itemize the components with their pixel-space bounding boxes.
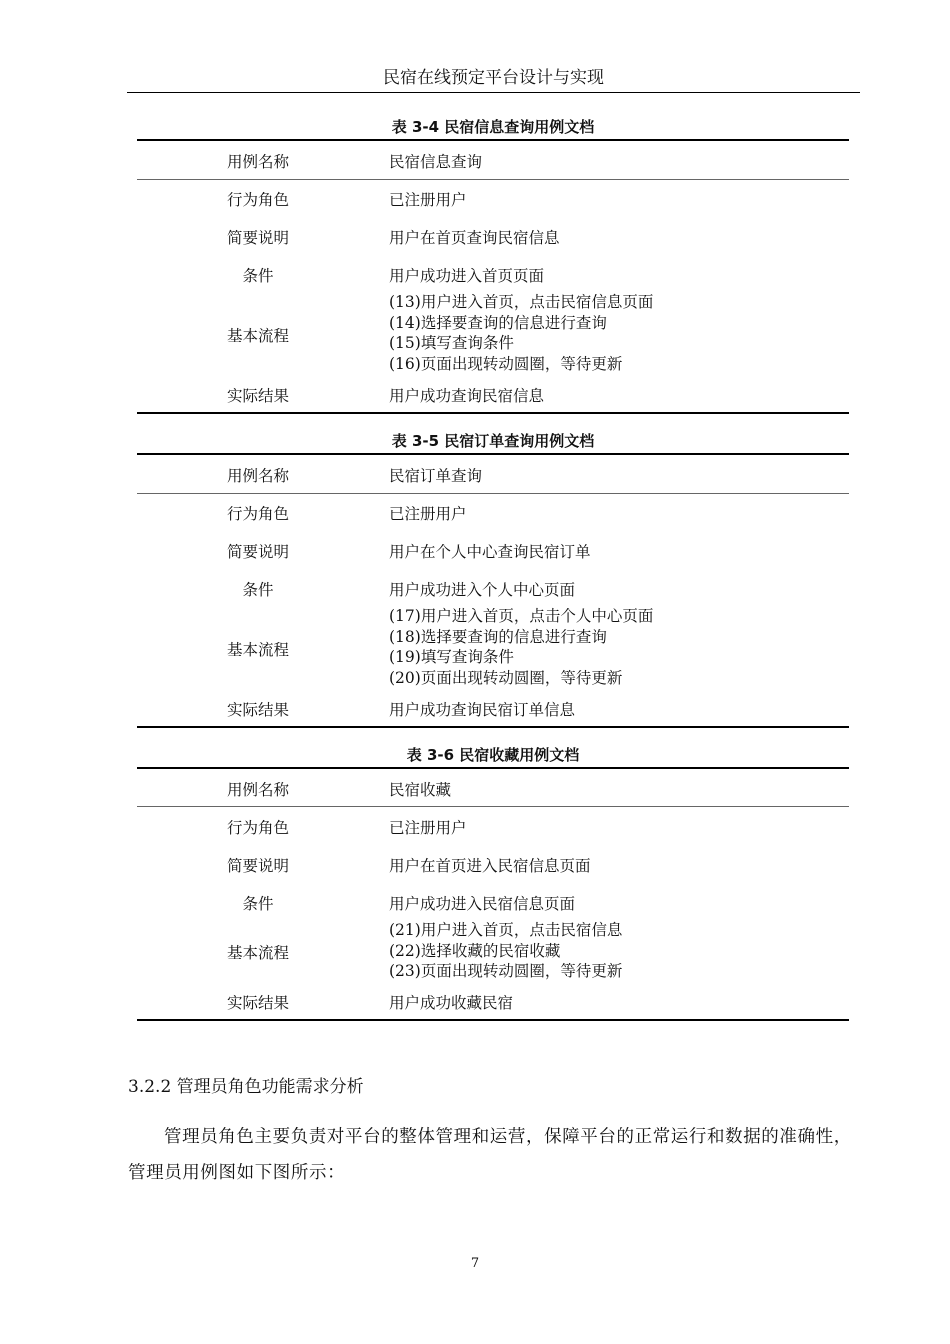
row-label-condition: 条件 (242, 581, 274, 599)
row-value-result: 用户成功查询民宿订单信息 (389, 701, 576, 719)
row-value-actor: 已注册用户 (389, 819, 467, 837)
page-header-title: 民宿在线预定平台设计与实现 (383, 68, 604, 88)
page-number: 7 (470, 1256, 480, 1271)
row-value-summary: 用户在个人中心查询民宿订单 (389, 543, 591, 561)
header-rule (127, 92, 860, 93)
body-paragraph: 管理员角色主要负责对平台的整体管理和运营，保障平台的正常运行和数据的准确性，管理员用例图如下图所示： (128, 1127, 852, 1183)
row-label-summary: 简要说明 (226, 857, 289, 875)
row-label-name: 用例名称 (226, 467, 289, 485)
row-label-summary: 简要说明 (226, 543, 289, 561)
table-header-rule (137, 493, 849, 494)
row-value-name: 民宿订单查询 (389, 467, 483, 485)
flow-step: (13)用户进入首页，点击民宿信息页面 (389, 293, 654, 311)
table-header-rule (137, 806, 849, 807)
table-top-rule (137, 453, 849, 455)
row-value-actor: 已注册用户 (389, 505, 467, 523)
row-label-flow: 基本流程 (226, 944, 289, 962)
row-label-condition: 条件 (242, 267, 274, 285)
flow-step: (22)选择收藏的民宿收藏 (389, 941, 561, 960)
row-value-name: 民宿信息查询 (389, 153, 483, 171)
section-number: 3.2.2 (128, 1077, 172, 1097)
row-value-result: 用户成功收藏民宿 (389, 994, 514, 1012)
row-value-flow (389, 920, 849, 982)
row-label-result: 实际结果 (226, 701, 289, 719)
row-value-condition: 用户成功进入首页页面 (389, 267, 545, 285)
flow-step: (14)选择要查询的信息进行查询 (389, 313, 607, 332)
table-header-rule (137, 179, 849, 180)
flow-step: (23)页面出现转动圆圈，等待更新 (389, 962, 623, 980)
row-value-result: 用户成功查询民宿信息 (389, 387, 545, 405)
row-value-summary: 用户在首页进入民宿信息页面 (389, 857, 591, 875)
row-value-flow (389, 606, 849, 688)
row-label-flow: 基本流程 (226, 327, 289, 345)
flow-step: (16)页面出现转动圆圈，等待更新 (389, 354, 623, 373)
row-value-condition: 用户成功进入民宿信息页面 (389, 895, 576, 913)
flow-step: (18)选择要查询的信息进行查询 (389, 627, 607, 646)
table-top-rule (137, 139, 849, 141)
row-label-flow: 基本流程 (226, 641, 289, 659)
table-bottom-rule (137, 1019, 849, 1021)
flow-step: (17)用户进入首页，点击个人中心页面 (389, 607, 654, 625)
section-heading (128, 1072, 364, 1097)
row-label-name: 用例名称 (226, 153, 289, 171)
row-label-summary: 简要说明 (226, 229, 289, 247)
row-value-summary: 用户在首页查询民宿信息 (389, 229, 560, 247)
row-label-condition: 条件 (242, 895, 274, 913)
table-top-rule (137, 767, 849, 769)
table-bottom-rule (137, 726, 849, 728)
row-label-actor: 行为角色 (226, 505, 289, 523)
row-value-condition: 用户成功进入个人中心页面 (389, 581, 576, 599)
row-value-name: 民宿收藏 (389, 781, 452, 799)
row-label-result: 实际结果 (226, 387, 289, 405)
row-label-name: 用例名称 (226, 781, 289, 799)
section-title: 管理员角色功能需求分析 (176, 1077, 364, 1097)
table-caption: 表 3-4 民宿信息查询用例文档 (391, 118, 595, 136)
row-label-result: 实际结果 (226, 994, 289, 1012)
table-bottom-rule (137, 412, 849, 414)
flow-step: (19)填写查询条件 (389, 648, 514, 666)
row-label-actor: 行为角色 (226, 819, 289, 837)
table-caption: 表 3-5 民宿订单查询用例文档 (391, 432, 595, 450)
row-value-flow (389, 292, 849, 374)
row-value-actor: 已注册用户 (389, 191, 467, 209)
flow-step: (21)用户进入首页，点击民宿信息 (389, 921, 623, 939)
flow-step: (15)填写查询条件 (389, 334, 514, 352)
flow-step: (20)页面出现转动圆圈，等待更新 (389, 668, 623, 687)
table-caption: 表 3-6 民宿收藏用例文档 (406, 746, 580, 764)
row-label-actor: 行为角色 (226, 191, 289, 209)
